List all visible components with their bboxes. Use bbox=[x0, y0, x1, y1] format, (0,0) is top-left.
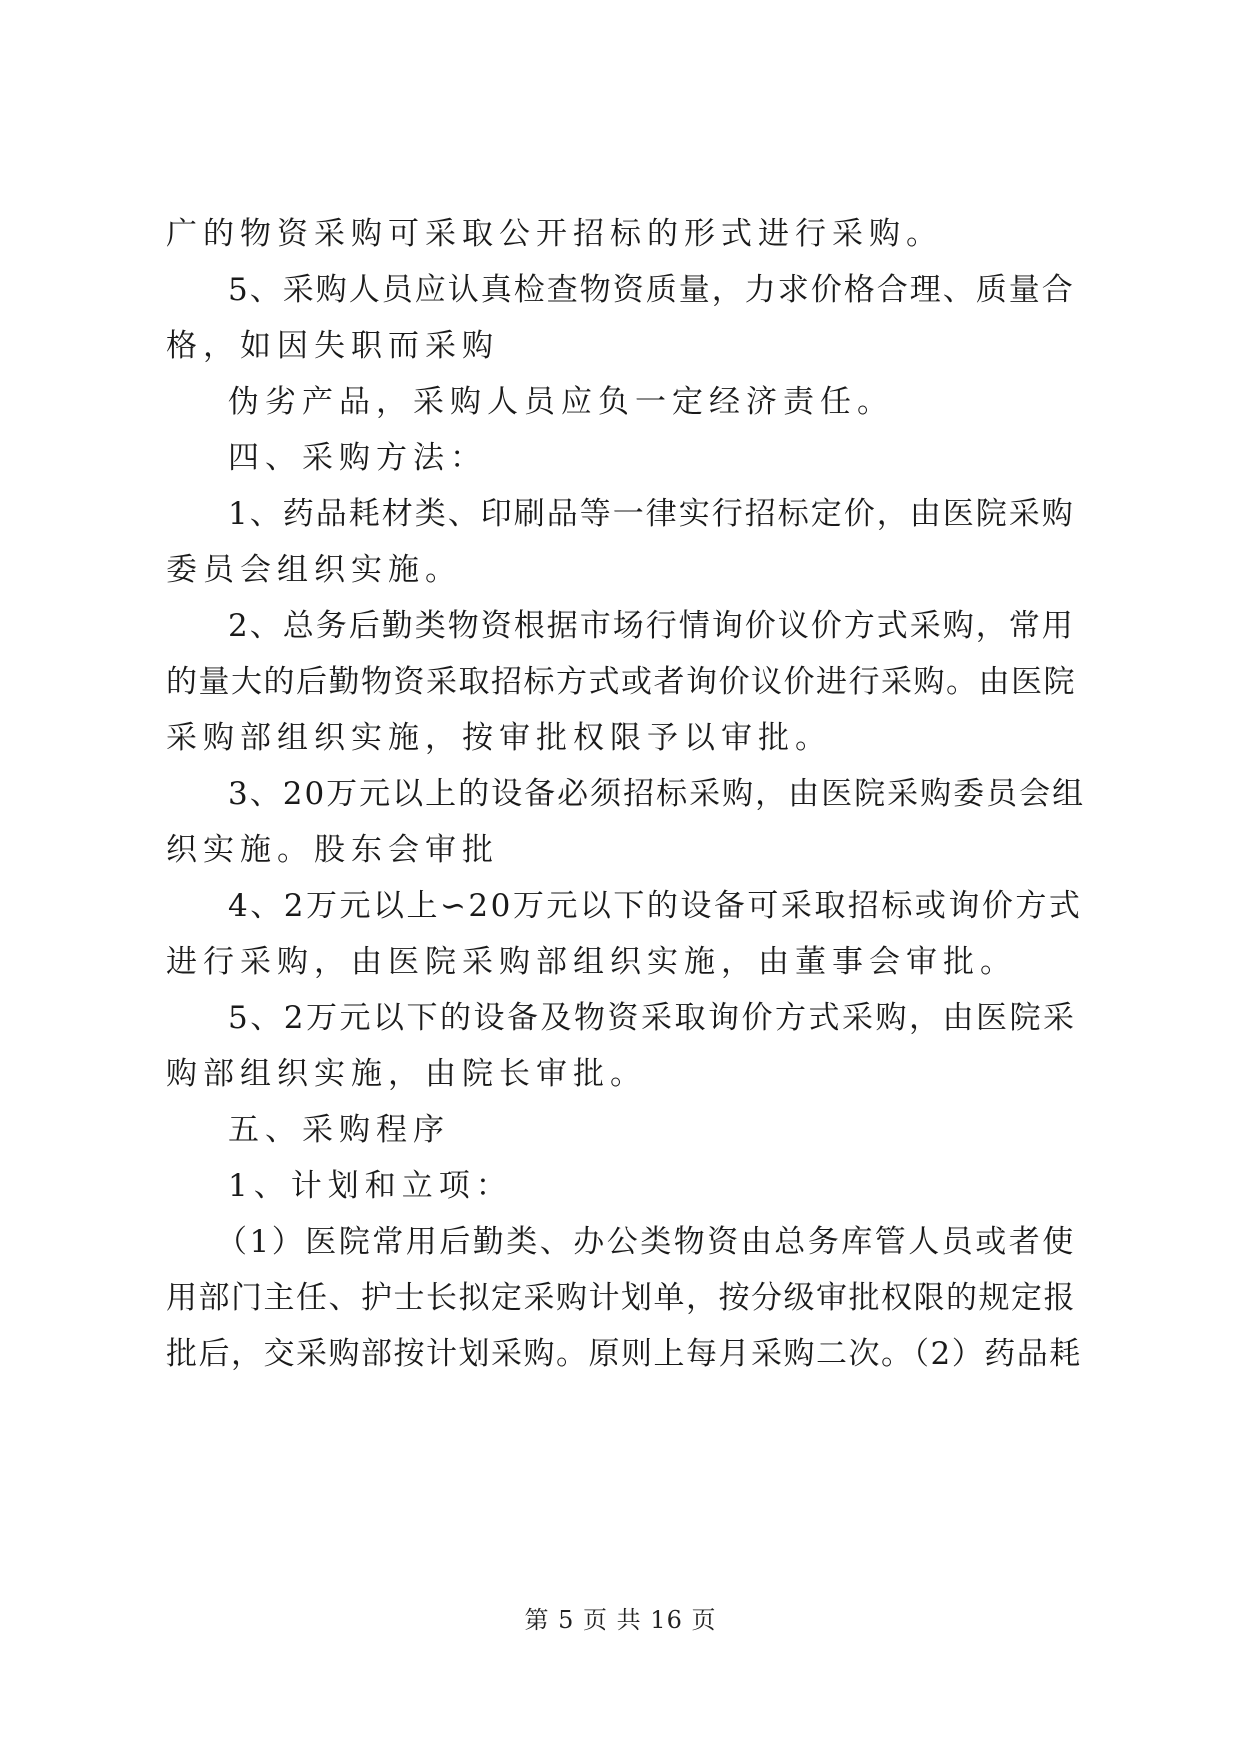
text-line: 购部组织实施，由院长审批。 bbox=[166, 1056, 647, 1092]
text-line: 1、药品耗材类、印刷品等一律实行招标定价，由医院采购 bbox=[228, 496, 1075, 532]
text-line: 用部门主任、护士长拟定采购计划单，按分级审批权限的规定报 bbox=[166, 1280, 1076, 1316]
page-footer: 第 5 页 共 16 页 bbox=[524, 1606, 717, 1634]
text-line: 批后，交采购部按计划采购。原则上每月采购二次。（2）药品耗 bbox=[166, 1336, 1082, 1372]
text-line: （1）医院常用后勤类、办公类物资由总务库管人员或者使 bbox=[216, 1224, 1076, 1260]
text-line: 1、计划和立项： bbox=[228, 1168, 513, 1204]
text-line: 格，如因失职而采购 bbox=[166, 328, 499, 364]
text-line: 委员会组织实施。 bbox=[166, 552, 462, 588]
section-heading: 四、采购方法： bbox=[228, 440, 487, 476]
text-line: 5、2万元以下的设备及物资采取询价方式采购，由医院采 bbox=[228, 1000, 1077, 1036]
text-line: 伪劣产品，采购人员应负一定经济责任。 bbox=[228, 384, 894, 420]
text-line: 广的物资采购可采取公开招标的形式进行采购。 bbox=[166, 216, 943, 252]
text-line: 2、总务后勤类物资根据市场行情询价议价方式采购，常用 bbox=[228, 608, 1075, 644]
text-line: 织实施。股东会审批 bbox=[166, 832, 499, 868]
text-line: 4、2万元以上∽20万元以下的设备可采取招标或询价方式 bbox=[228, 888, 1083, 924]
text-line: 5、采购人员应认真检查物资质量，力求价格合理、质量合 bbox=[228, 272, 1075, 308]
text-line: 进行采购，由医院采购部组织实施，由董事会审批。 bbox=[166, 944, 1017, 980]
text-line: 3、20万元以上的设备必须招标采购，由医院采购委员会组 bbox=[228, 776, 1086, 812]
text-line: 采购部组织实施，按审批权限予以审批。 bbox=[166, 720, 832, 756]
text-line: 的量大的后勤物资采取招标方式或者询价议价进行采购。由医院 bbox=[166, 664, 1076, 700]
section-heading: 五、采购程序 bbox=[228, 1112, 450, 1148]
